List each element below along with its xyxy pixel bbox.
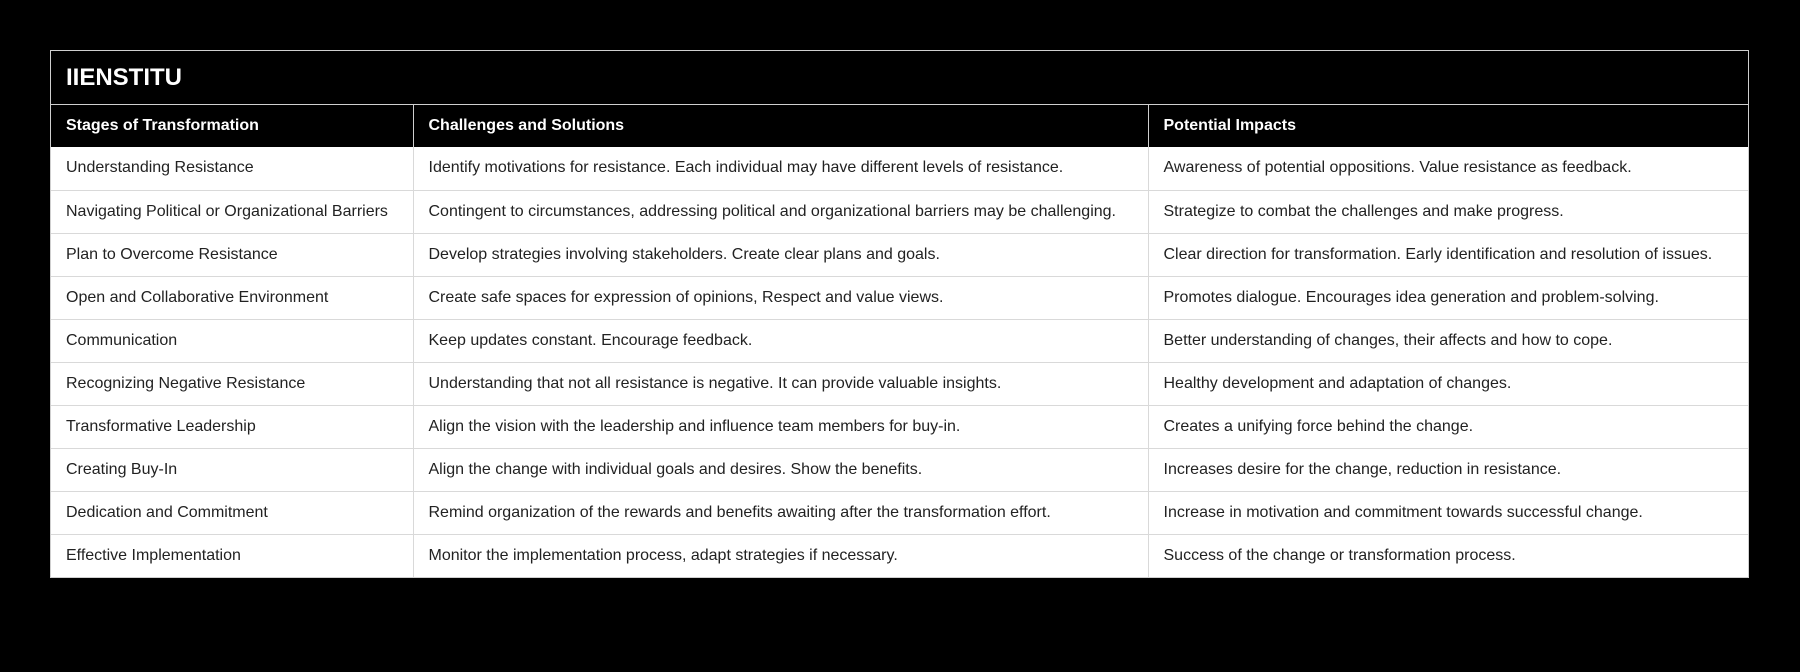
table-row (51, 448, 1748, 491)
challenge-cell: Create safe spaces for expression of opinions, Respect and value views. (413, 276, 1148, 319)
stage-cell: Recognizing Negative Resistance (51, 362, 413, 405)
impact-cell: Better understanding of changes, their affects and how to cope. (1148, 319, 1748, 362)
stage-cell: Plan to Overcome Resistance (51, 233, 413, 276)
table-row (51, 405, 1748, 448)
challenge-cell: Align the change with individual goals and desires. Show the benefits. (413, 448, 1148, 491)
table-row (51, 319, 1748, 362)
header-stages: Stages of Transformation (51, 105, 413, 147)
stage-cell: Navigating Political or Organizational Barriers (51, 190, 413, 233)
table-row (51, 534, 1748, 577)
table-row (51, 276, 1748, 319)
impact-cell: Success of the change or transformation process. (1148, 534, 1748, 577)
stage-cell: Creating Buy-In (51, 448, 413, 491)
impact-cell: Increase in motivation and commitment towards successful change. (1148, 491, 1748, 534)
stage-cell: Dedication and Commitment (51, 491, 413, 534)
stage-cell: Open and Collaborative Environment (51, 276, 413, 319)
stage-cell: Effective Implementation (51, 534, 413, 577)
challenge-cell: Develop strategies involving stakeholders. Create clear plans and goals. (413, 233, 1148, 276)
transformation-table (50, 50, 1749, 578)
table-row (51, 190, 1748, 233)
impact-cell: Awareness of potential oppositions. Value resistance as feedback. (1148, 147, 1748, 190)
stage-cell: Understanding Resistance (51, 147, 413, 190)
challenge-cell: Understanding that not all resistance is negative. It can provide valuable insights. (413, 362, 1148, 405)
challenge-cell: Remind organization of the rewards and benefits awaiting after the transformation effort. (413, 491, 1148, 534)
stage-cell: Transformative Leadership (51, 405, 413, 448)
impact-cell: Promotes dialogue. Encourages idea generation and problem-solving. (1148, 276, 1748, 319)
data-table (51, 105, 1748, 577)
impact-cell: Creates a unifying force behind the change. (1148, 405, 1748, 448)
table-title: IIENSTITU (51, 51, 1748, 105)
challenge-cell: Keep updates constant. Encourage feedback. (413, 319, 1148, 362)
header-challenges: Challenges and Solutions (413, 105, 1148, 147)
table-row (51, 362, 1748, 405)
table-row (51, 233, 1748, 276)
impact-cell: Clear direction for transformation. Early identification and resolution of issues. (1148, 233, 1748, 276)
stage-cell: Communication (51, 319, 413, 362)
table-row (51, 147, 1748, 190)
impact-cell: Increases desire for the change, reduction in resistance. (1148, 448, 1748, 491)
header-impacts: Potential Impacts (1148, 105, 1748, 147)
header-row (51, 105, 1748, 147)
impact-cell: Healthy development and adaptation of changes. (1148, 362, 1748, 405)
challenge-cell: Identify motivations for resistance. Each individual may have different levels of resistance. (413, 147, 1148, 190)
impact-cell: Strategize to combat the challenges and make progress. (1148, 190, 1748, 233)
challenge-cell: Contingent to circumstances, addressing political and organizational barriers may be challenging. (413, 190, 1148, 233)
challenge-cell: Monitor the implementation process, adapt strategies if necessary. (413, 534, 1148, 577)
table-row (51, 491, 1748, 534)
challenge-cell: Align the vision with the leadership and influence team members for buy-in. (413, 405, 1148, 448)
